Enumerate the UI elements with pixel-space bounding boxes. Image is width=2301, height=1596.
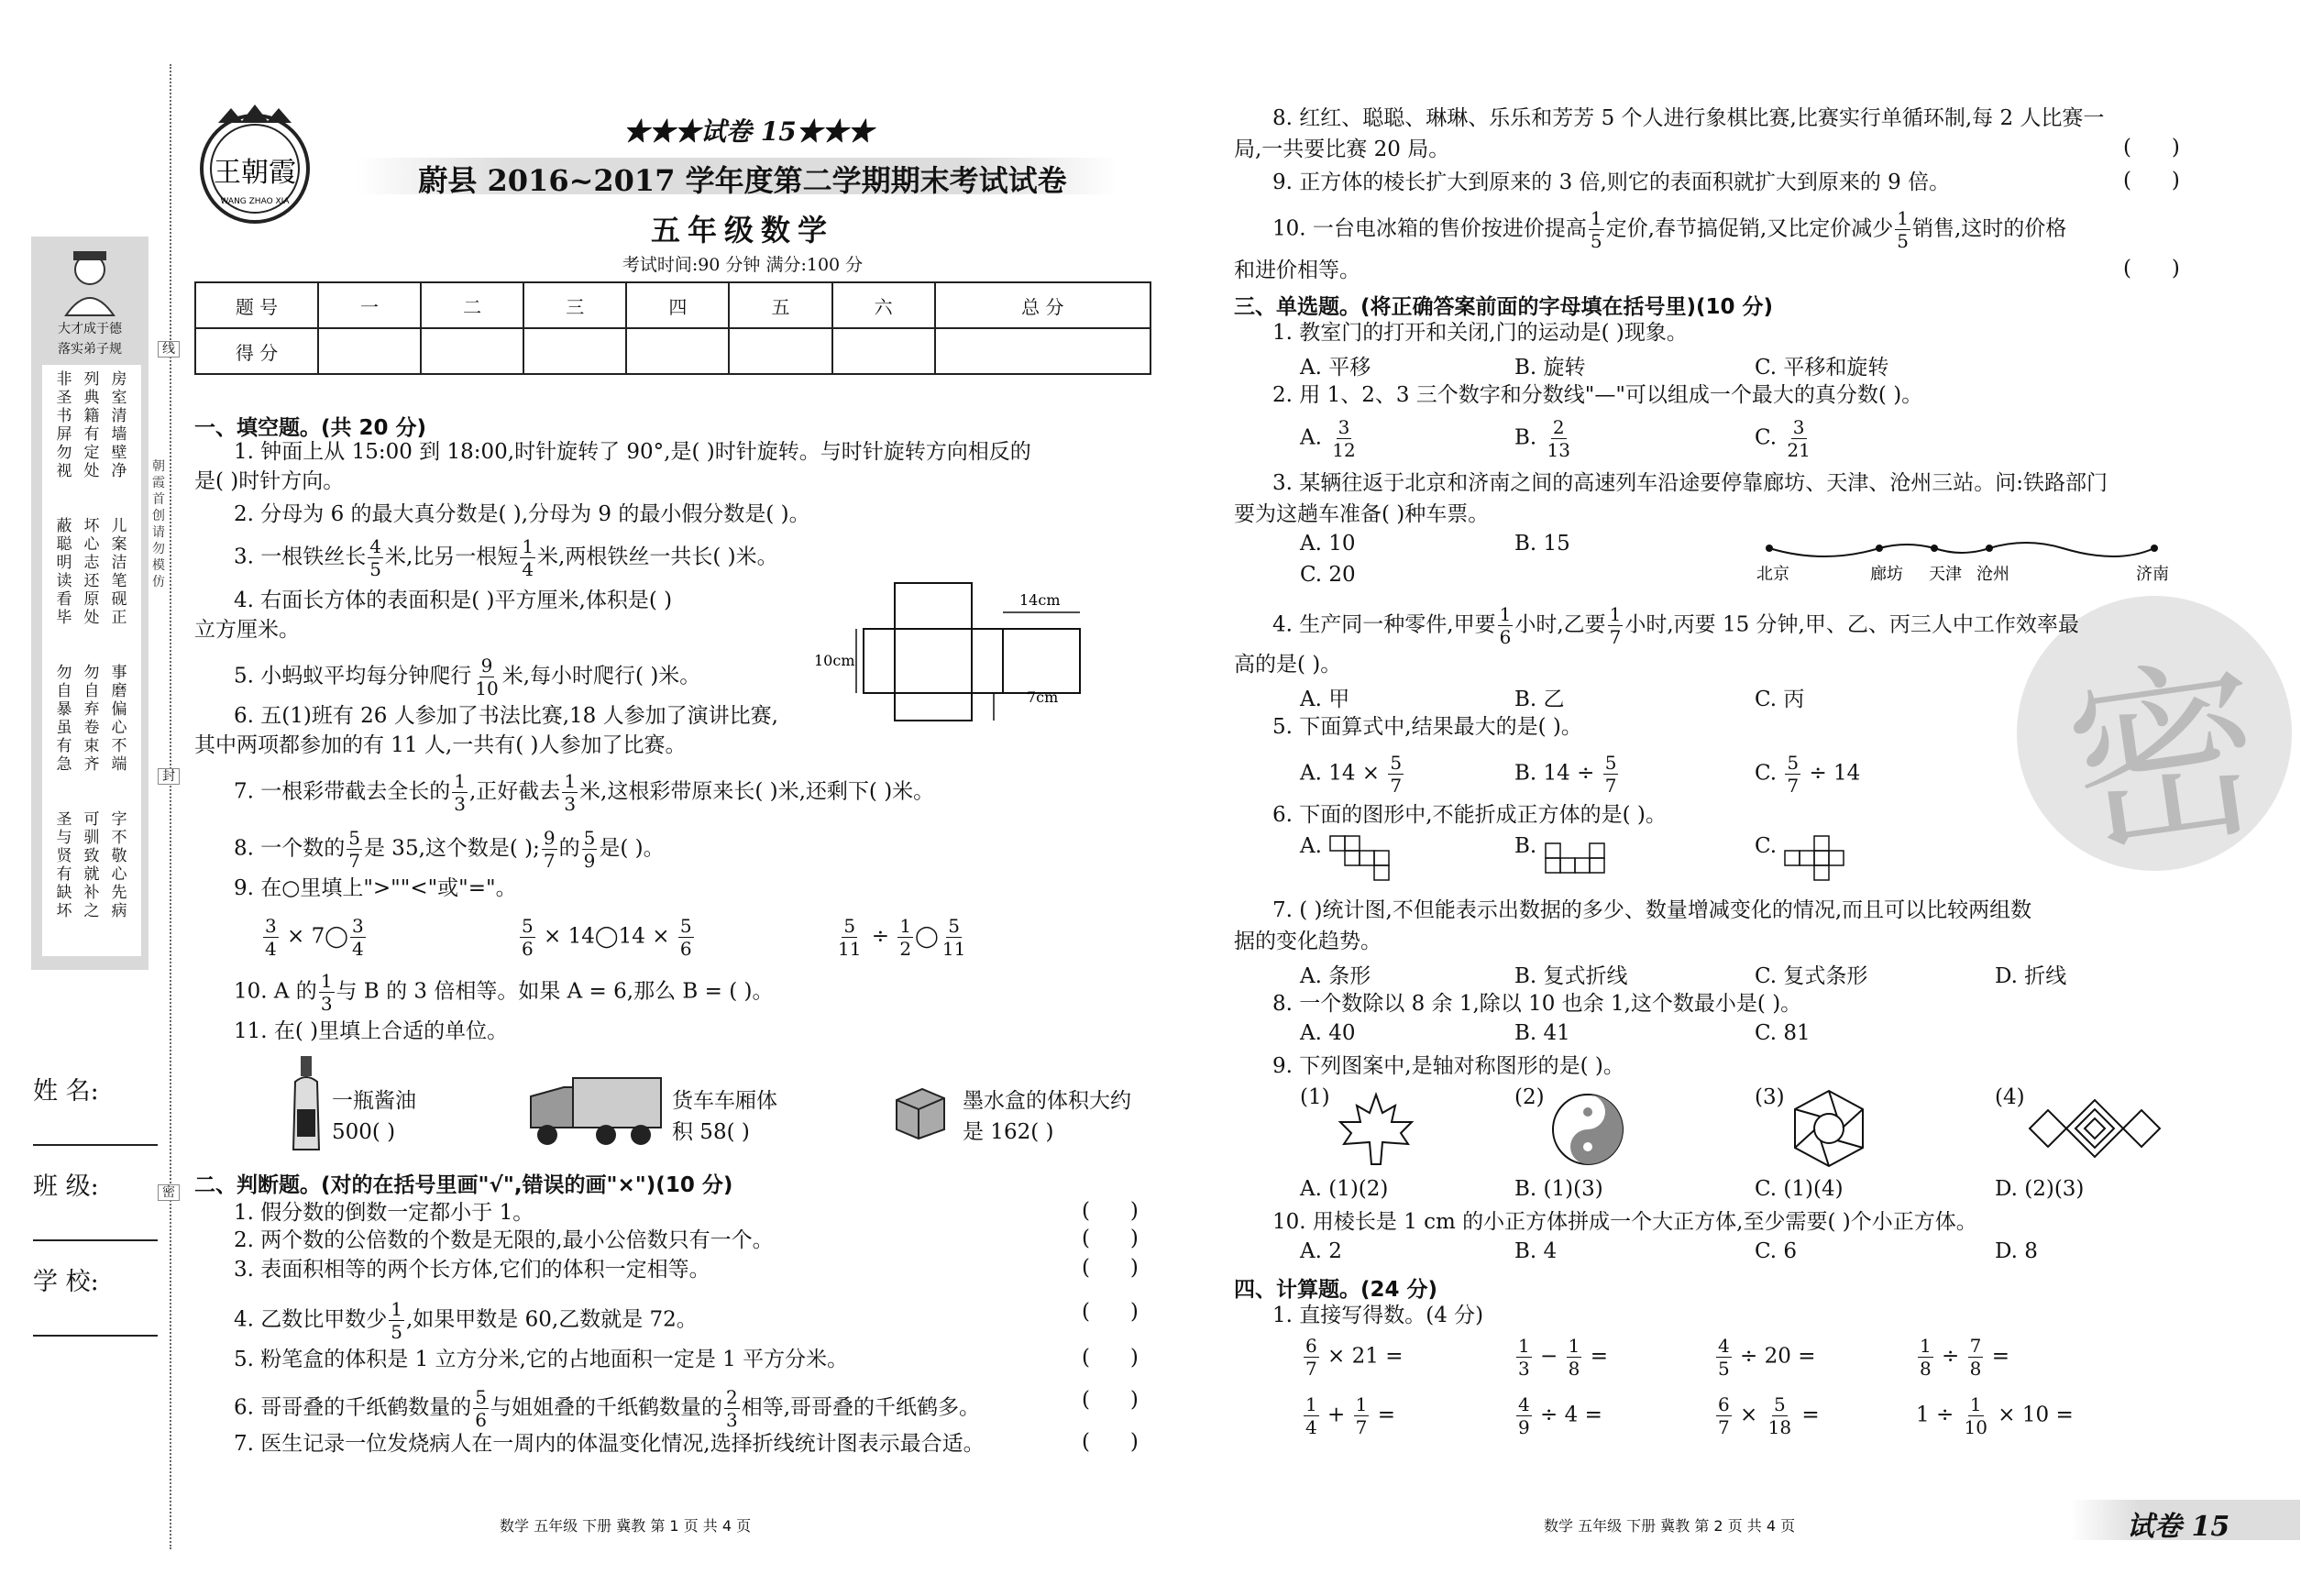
- s1-q7: [234, 772, 934, 813]
- fraction: $\frac{4}{5}$: [369, 535, 381, 580]
- s2-q10-part: 定价,春节搞促销,又比定价减少: [1605, 216, 1894, 241]
- s1-q2: 2. 分母为 6 的最大真分数是( ),分母为 9 的最小假分数是( )。: [234, 502, 810, 526]
- score-cell[interactable]: [626, 328, 729, 374]
- opt-letter: C.: [1755, 425, 1778, 450]
- s2-answer-1[interactable]: ( ): [1082, 1199, 1139, 1223]
- s2-q6: 6. 哥哥叠的千纸鹤数量的 $\frac{5}{6}$ 与姐姐叠的千纸鹤数量的 $\frac{2}{3}$ 相等,哥哥叠的千纸鹤多。: [234, 1386, 981, 1431]
- s3-q7-opt-a[interactable]: A. 条形: [1300, 964, 1371, 988]
- motto-line-2: 落实弟子规: [58, 342, 122, 357]
- section2-title: 二、判断题。(对的在括号里画"√",错误的画"×")(10 分): [194, 1173, 733, 1197]
- s3-q5-opt-a[interactable]: A. 14 × $\frac{5}{7}$: [1300, 752, 1403, 797]
- s2-q1: 1. 假分数的倒数一定都小于 1。: [234, 1201, 534, 1225]
- calc-op: ÷ 4 =: [1540, 1403, 1602, 1427]
- s3-q9-label-4: (4): [1995, 1085, 2025, 1109]
- s3-q5-opt-c[interactable]: C. $\frac{5}{7}$ ÷ 14: [1755, 752, 1861, 797]
- calc-6: $\frac{4}{9}$ ÷ 4 =: [1518, 1393, 1602, 1438]
- sidebar-verse: 蔽聪明读看毕: [56, 517, 72, 627]
- watermark-char: 密: [2054, 634, 2277, 885]
- s1-q11: 11. 在( )里填上合适的单位。: [234, 1019, 509, 1043]
- calc-8: 1 ÷ $\frac{1}{10}$ × 10 =: [1916, 1393, 2074, 1438]
- s2-answer-9[interactable]: ( ): [2123, 169, 2180, 193]
- calc-op: =: [1590, 1344, 1608, 1369]
- s2-answer-8[interactable]: ( ): [2123, 136, 2180, 160]
- score-col-6: 六: [832, 282, 935, 328]
- map-langfang: 廊坊: [1870, 565, 1903, 584]
- dim-7cm: 7cm: [1027, 688, 1059, 706]
- score-col-5: 五: [729, 282, 831, 328]
- copyright-note: 朝霞首创 请勿模仿: [152, 459, 165, 589]
- class-field[interactable]: [33, 1239, 158, 1241]
- s1-q3-part: 米,比另一根短: [385, 545, 519, 569]
- opt-text: C.: [1755, 761, 1778, 786]
- s3-q3-opt-c[interactable]: C. 20: [1300, 563, 1356, 587]
- s1-q10-part: 与 B 的 3 倍相等。如果 A = 6,那么 B = ( )。: [336, 979, 774, 1004]
- s4-q1: 1. 直接写得数。(4 分): [1272, 1304, 1484, 1327]
- score-cell[interactable]: [421, 328, 523, 374]
- map-jinan: 济南: [2136, 565, 2169, 584]
- binding-tag-xian: 线: [158, 341, 180, 358]
- opt-text: B. 14 ÷: [1514, 761, 1595, 786]
- s1-q9-item1: $\frac{3}{4}$ × 7◯ $\frac{3}{4}$: [265, 915, 364, 960]
- s1-q8-part: 是 35,这个数是( );: [364, 836, 540, 861]
- s1-q9-item2: $\frac{5}{6}$ × 14◯14 × $\frac{5}{6}$: [522, 915, 692, 960]
- q11-b-label: 货车车厢体: [672, 1089, 777, 1113]
- s1-q7-part: ,正好截去: [469, 779, 561, 804]
- s3-q7b: 据的变化趋势。: [1234, 930, 1382, 953]
- s1-q3-part: 米,两根铁丝一共长( )米。: [537, 545, 778, 569]
- s1-q6b: 其中两项都参加的有 11 人,一共有( )人参加了比赛。: [194, 733, 687, 757]
- section3-title: 三、单选题。(将正确答案前面的字母填在括号里)(10 分): [1234, 295, 1774, 319]
- s1-q9: 9. 在○里填上">""<"或"="。: [234, 876, 517, 900]
- motto-line-1: 大才成于德: [58, 322, 122, 336]
- s1-q4b: 立方厘米。: [194, 618, 300, 642]
- q11-b-value: 积 58( ): [672, 1120, 750, 1144]
- section1-title: 一、填空题。(共 20 分): [194, 416, 427, 440]
- calc-1: $\frac{6}{7}$ × 21 =: [1305, 1335, 1404, 1380]
- op: × 7: [287, 924, 325, 949]
- pinwheel-hexagon-icon: [1788, 1087, 1870, 1170]
- score-row-label: 题 号: [195, 282, 318, 328]
- calc-op: +: [1327, 1403, 1346, 1427]
- q11-a-label: 一瓶酱油: [332, 1089, 416, 1113]
- s1-q8-part: 的: [558, 836, 580, 861]
- cuboid-net-figure: [814, 578, 1137, 724]
- dim-10cm: 10cm: [814, 652, 855, 669]
- dim-14cm: 14cm: [1019, 591, 1061, 609]
- s3-q9-opt-a[interactable]: A. (1)(2): [1300, 1177, 1389, 1201]
- s1-q10-part: 10. A 的: [234, 979, 317, 1004]
- calc-op: ÷: [1942, 1344, 1960, 1369]
- q11-c-value: 是 162( ): [963, 1120, 1054, 1144]
- calc-5: $\frac{1}{4}$ + $\frac{1}{7}$ =: [1305, 1393, 1395, 1438]
- sidebar-verse: 勿自弃卷束齐: [83, 664, 100, 774]
- fraction: $\frac{5}{9}$: [583, 827, 596, 872]
- s1-q5-part: 5. 小蚂蚁平均每分钟爬行: [234, 664, 472, 688]
- s3-q2-opt-b[interactable]: B. $\frac{2}{13}$: [1514, 416, 1570, 461]
- s1-q6: 6. 五(1)班有 26 人参加了书法比赛,18 人参加了演讲比赛,: [234, 704, 778, 728]
- subject-title: 五年级数学: [650, 213, 834, 248]
- sidebar-verse: 事磨偏心不端: [111, 664, 127, 774]
- s2-q3: 3. 表面积相等的两个长方体,它们的体积一定相等。: [234, 1258, 710, 1282]
- s3-q8-opt-b[interactable]: B. 41: [1514, 1021, 1570, 1045]
- calc-op: ×: [1740, 1403, 1758, 1427]
- s3-q2: 2. 用 1、2、3 三个数字和分数线"—"可以组成一个最大的真分数( )。: [1272, 383, 1923, 407]
- s2-q10-part: 销售,这时的价格: [1911, 216, 2067, 241]
- fraction: $\frac{9}{10}$: [475, 655, 499, 699]
- score-cell[interactable]: [318, 328, 421, 374]
- s2-q6-part: 6. 哥哥叠的千纸鹤数量的: [234, 1395, 472, 1420]
- s2-answer-6[interactable]: ( ): [1082, 1388, 1139, 1412]
- s2-q8: 8. 红红、聪聪、琳琳、乐乐和芳芳 5 个人进行象棋比赛,比赛实行单循环制,每 2 人比赛一: [1272, 106, 2105, 130]
- s3-q7-opt-b[interactable]: B. 复式折线: [1514, 964, 1628, 988]
- s3-q9-label-2: (2): [1514, 1085, 1545, 1109]
- sidebar-verse: 可驯致就补之: [83, 810, 100, 920]
- brand-logo: [191, 101, 319, 229]
- s3-q3-opt-b[interactable]: B. 15: [1514, 532, 1570, 556]
- score-table: [194, 281, 1151, 375]
- s3-q10-opt-c[interactable]: C. 6: [1755, 1239, 1798, 1263]
- calc-op: =: [1991, 1344, 2009, 1369]
- map-tianjin: 天津: [1929, 565, 1962, 584]
- s3-q6-opt-b[interactable]: [1514, 834, 1621, 886]
- map-cangzhou: 沧州: [1976, 565, 2009, 584]
- school-field[interactable]: [33, 1335, 158, 1337]
- s3-q6-opt-a[interactable]: [1300, 834, 1405, 886]
- s3-q8-opt-a[interactable]: A. 40: [1300, 1021, 1356, 1045]
- calc-2: $\frac{1}{3}$ − $\frac{1}{8}$ =: [1518, 1335, 1608, 1380]
- calc-op: 1 ÷: [1916, 1403, 1954, 1427]
- s3-q10-opt-b[interactable]: B. 4: [1514, 1239, 1558, 1263]
- s2-q4: 4. 乙数比甲数少 $\frac{1}{5}$ ,如果甲数是 60,乙数就是 72。: [234, 1298, 698, 1343]
- s3-q3: 3. 某辆往返于北京和济南之间的高速列车沿途要停靠廊坊、天津、沧州三站。问:铁路部门: [1272, 471, 2108, 495]
- net-b-icon: [1544, 834, 1621, 886]
- score-cell[interactable]: [729, 328, 831, 374]
- s3-q3-opt-a[interactable]: A. 10: [1300, 532, 1356, 556]
- s3-q4-part: 小时,丙要 15 分钟,甲、乙、丙三人中工作效率最: [1624, 612, 2079, 637]
- s3-q3b: 要为这趟车准备( )种车票。: [1234, 502, 1490, 526]
- sidebar-verse: 非圣书屏勿视: [56, 370, 72, 480]
- s3-q9-opt-b[interactable]: B. (1)(3): [1514, 1177, 1603, 1201]
- calc-op: × 21 =: [1327, 1344, 1404, 1369]
- score-row2-label: 得 分: [195, 328, 318, 374]
- op: 14 ×: [618, 924, 670, 949]
- s1-q10: 10. A 的 $\frac{1}{3}$ 与 B 的 3 倍相等。如果 A = 6,那么 B = ( )。: [234, 970, 774, 1015]
- binding-tag-mi: 密: [158, 1184, 180, 1201]
- s2-q10: 10. 一台电冰箱的售价按进价提高 $\frac{1}{5}$ 定价,春节搞促销,又比定价减少 $\frac{1}{5}$ 销售,这时的价格: [1272, 207, 2067, 252]
- scholar-figure-icon: [53, 244, 127, 317]
- s3-q1-opt-a[interactable]: A. 平移: [1300, 356, 1371, 380]
- s3-q9-label-3: (3): [1755, 1085, 1785, 1109]
- sidebar-verse: 字不敬心先病: [111, 810, 127, 920]
- s3-q9-opt-d[interactable]: D. (2)(3): [1995, 1177, 2085, 1201]
- calc-op: × 10 =: [1998, 1403, 2074, 1427]
- s3-q1-opt-b[interactable]: B. 旋转: [1514, 356, 1586, 380]
- s3-q7: 7. ( )统计图,不但能表示出数据的多少、数量增减变化的情况,而且可以比较两组数: [1272, 898, 2032, 922]
- sidebar-verse: 圣与贤有缺坏: [56, 810, 72, 920]
- opt-letter: C.: [1755, 834, 1778, 858]
- opt-letter: A.: [1300, 425, 1322, 450]
- s1-q3-part: 3. 一根铁丝长: [234, 545, 367, 569]
- s1-q4: 4. 右面长方体的表面积是( )平方厘米,体积是( ): [234, 589, 673, 612]
- score-cell[interactable]: [832, 328, 935, 374]
- sidebar-verse: 坏心志还原处: [83, 517, 100, 627]
- score-col-3: 三: [523, 282, 626, 328]
- score-col-1: 一: [318, 282, 421, 328]
- fraction: $\frac{1}{3}$: [564, 770, 577, 815]
- s3-q8-opt-c[interactable]: C. 81: [1755, 1021, 1811, 1045]
- truck-icon: [527, 1069, 665, 1151]
- s2-answer-5[interactable]: ( ): [1082, 1346, 1139, 1370]
- exam-info: 考试时间:90 分钟 满分:100 分: [622, 255, 864, 275]
- sidebar-verse: 房室清墙壁净: [111, 370, 127, 480]
- s3-q6-opt-c[interactable]: [1755, 834, 1860, 886]
- score-col-2: 二: [421, 282, 523, 328]
- sidebar-verse: 勿自暴虽有急: [56, 664, 72, 774]
- s1-q8-part: 8. 一个数的: [234, 836, 346, 861]
- s3-q9-label-1: (1): [1300, 1085, 1330, 1109]
- op: × 14: [544, 924, 595, 949]
- calc-op: =: [1377, 1403, 1395, 1427]
- s1-q1b: 是( )时针方向。: [194, 469, 345, 493]
- opt-letter: B.: [1514, 425, 1537, 450]
- s3-q9: 9. 下列图案中,是轴对称图形的是( )。: [1272, 1054, 1624, 1078]
- s2-q10-part: 10. 一台电冰箱的售价按进价提高: [1272, 216, 1587, 241]
- class-label: 班 级:: [33, 1172, 99, 1201]
- fraction: $\frac{1}{3}$: [454, 770, 466, 815]
- s2-answer-10[interactable]: ( ): [2123, 257, 2180, 281]
- exam-title: 蔚县 2016~2017 学年度第二学期期末考试试卷: [418, 163, 1067, 198]
- opt-letter: B.: [1514, 834, 1537, 858]
- s3-q7-opt-d[interactable]: D. 折线: [1995, 964, 2067, 988]
- s3-q10: 10. 用棱长是 1 cm 的小正方体拼成一个大正方体,至少需要( )个小正方体。: [1272, 1210, 1977, 1234]
- opt-text: ÷ 14: [1809, 761, 1861, 786]
- ink-box-icon: [889, 1082, 950, 1142]
- railway-map: [1751, 534, 2173, 589]
- calc-op: =: [1801, 1403, 1820, 1427]
- s1-q1: 1. 钟面上从 15:00 到 18:00,时针旋转了 90°,是( )时针旋转。与时针旋转方向相反的: [234, 440, 1031, 464]
- s1-q7-part: 7. 一根彩带截去全长的: [234, 779, 451, 804]
- logo-subtext: WANG ZHAO XIA: [220, 197, 290, 206]
- q11-a-value: 500( ): [332, 1120, 396, 1144]
- calc-7: $\frac{6}{7}$ × $\frac{5}{18}$ =: [1718, 1393, 1820, 1438]
- s3-q2-opt-c[interactable]: C. $\frac{3}{21}$: [1755, 416, 1811, 461]
- s3-q10-opt-a[interactable]: A. 2: [1300, 1239, 1342, 1263]
- section4-title: 四、计算题。(24 分): [1234, 1278, 1438, 1302]
- calc-4: $\frac{1}{8}$ ÷ $\frac{7}{8}$ =: [1920, 1335, 2009, 1380]
- logo-text: 王朝霞: [214, 157, 296, 189]
- s3-q4d: 高的是( )。: [1234, 653, 1342, 677]
- footer-right: 数学 五年级 下册 冀教 第 2 页 共 4 页: [1544, 1517, 1796, 1535]
- s2-q8b: 局,一共要比赛 20 局。: [1234, 138, 1450, 161]
- map-beijing: 北京: [1756, 565, 1789, 584]
- s3-q9-opt-c[interactable]: C. (1)(4): [1755, 1177, 1844, 1201]
- footer-left: 数学 五年级 下册 冀教 第 1 页 共 4 页: [500, 1517, 752, 1535]
- q11-c-label: 墨水盒的体积大约: [963, 1089, 1131, 1113]
- calc-op: ÷ 20 =: [1740, 1344, 1816, 1369]
- s1-q5-part: 米,每小时爬行( )米。: [501, 664, 701, 688]
- s1-q7-part: 米,这根彩带原来长( )米,还剩下( )米。: [579, 779, 935, 804]
- fraction: $\frac{5}{7}$: [348, 827, 360, 872]
- binding-line: [170, 64, 171, 1549]
- school-label: 学 校:: [33, 1268, 99, 1296]
- opt-letter: A.: [1300, 834, 1322, 858]
- opt-text: A. 14 ×: [1300, 761, 1381, 786]
- binding-tag-feng: 封: [158, 768, 180, 785]
- s2-q4-part: 4. 乙数比甲数少: [234, 1307, 388, 1332]
- s3-q4: 4. 生产同一种零件,甲要 $\frac{1}{6}$ 小时,乙要 $\frac{1}{7}$ 小时,丙要 15 分钟,甲、乙、丙三人中工作效率最: [1272, 603, 2079, 648]
- s3-q5: 5. 下面算式中,结果最大的是( )。: [1272, 715, 1582, 739]
- score-col-4: 四: [626, 282, 729, 328]
- net-a-icon: [1328, 834, 1405, 886]
- soy-sauce-bottle-icon: [286, 1054, 326, 1155]
- name-label: 姓 名:: [33, 1077, 99, 1106]
- sidebar-verse: 列典籍有定处: [83, 370, 100, 480]
- s1-q8: [234, 829, 665, 870]
- chinese-knot-icon: [2026, 1096, 2163, 1161]
- s2-q9: 9. 正方体的棱长扩大到原来的 3 倍,则它的表面积就扩大到原来的 9 倍。: [1272, 171, 1951, 194]
- s2-answer-3[interactable]: ( ): [1082, 1256, 1139, 1280]
- s1-q9-item3: $\frac{5}{11}$ ÷ $\frac{1}{2}$ ◯ $\frac{5}{11}$: [838, 915, 966, 960]
- score-col-total: 总 分: [935, 282, 1150, 328]
- yin-yang-icon: [1549, 1091, 1626, 1168]
- sidebar-verse: 儿案洁笔砚正: [111, 517, 127, 627]
- corner-paper-label: 试卷 15: [2127, 1511, 2230, 1543]
- s3-q6: 6. 下面的图形中,不能折成正方体的是( )。: [1272, 803, 1667, 827]
- s2-q7: 7. 医生记录一位发烧病人在一周内的体温变化情况,选择折线统计图表示最合适。: [234, 1432, 985, 1456]
- s3-q5-opt-b[interactable]: B. 14 ÷ $\frac{5}{7}$: [1514, 752, 1617, 797]
- net-c-icon: [1783, 834, 1860, 886]
- score-cell[interactable]: [935, 328, 1150, 374]
- fraction: $\frac{9}{7}$: [543, 827, 556, 872]
- s3-q8: 8. 一个数除以 8 余 1,除以 10 也余 1,这个数最小是( )。: [1272, 992, 1802, 1016]
- op: ÷: [871, 924, 890, 949]
- s2-q10b: 和进价相等。: [1234, 259, 1360, 282]
- s3-q4-opt-a[interactable]: A. 甲: [1300, 688, 1350, 711]
- s3-q10-opt-d[interactable]: D. 8: [1995, 1239, 2038, 1263]
- name-field[interactable]: [33, 1144, 158, 1146]
- s3-q2-opt-a[interactable]: A. $\frac{3}{12}$: [1300, 416, 1356, 461]
- s2-q6-part: 相等,哥哥叠的千纸鹤多。: [741, 1395, 981, 1420]
- s3-q4-opt-b[interactable]: B. 乙: [1514, 688, 1565, 711]
- s3-q7-opt-c[interactable]: C. 复式条形: [1755, 964, 1868, 988]
- maple-leaf-icon: [1335, 1091, 1417, 1168]
- s1-q8-part: 是( )。: [599, 836, 665, 861]
- s2-q2: 2. 两个数的公倍数的个数是无限的,最小公倍数只有一个。: [234, 1228, 774, 1252]
- s3-q4-opt-c[interactable]: C. 丙: [1755, 688, 1805, 711]
- s1-q3: [234, 537, 778, 578]
- fraction: $\frac{1}{4}$: [522, 535, 534, 580]
- s1-q5: [234, 656, 700, 698]
- s2-answer-2[interactable]: ( ): [1082, 1227, 1139, 1250]
- s2-answer-4[interactable]: ( ): [1082, 1300, 1139, 1324]
- s3-q4-part: 小时,乙要: [1514, 612, 1606, 637]
- s2-answer-7[interactable]: ( ): [1082, 1430, 1139, 1454]
- s2-q6-part: 与姐姐叠的千纸鹤数量的: [490, 1395, 722, 1420]
- paper-number-banner: ★★★试卷 15★★★: [623, 116, 874, 147]
- calc-op: −: [1540, 1344, 1558, 1369]
- s3-q1: 1. 教室门的打开和关闭,门的运动是( )现象。: [1272, 321, 1688, 345]
- calc-3: $\frac{4}{5}$ ÷ 20 =: [1718, 1335, 1816, 1380]
- s3-q4-part: 4. 生产同一种零件,甲要: [1272, 612, 1496, 637]
- s3-q1-opt-c[interactable]: C. 平移和旋转: [1755, 356, 1889, 380]
- s2-q4-part: ,如果甲数是 60,乙数就是 72。: [406, 1307, 698, 1332]
- score-cell[interactable]: [523, 328, 626, 374]
- s2-q5: 5. 粉笔盒的体积是 1 立方分米,它的占地面积一定是 1 平方分米。: [234, 1348, 849, 1371]
